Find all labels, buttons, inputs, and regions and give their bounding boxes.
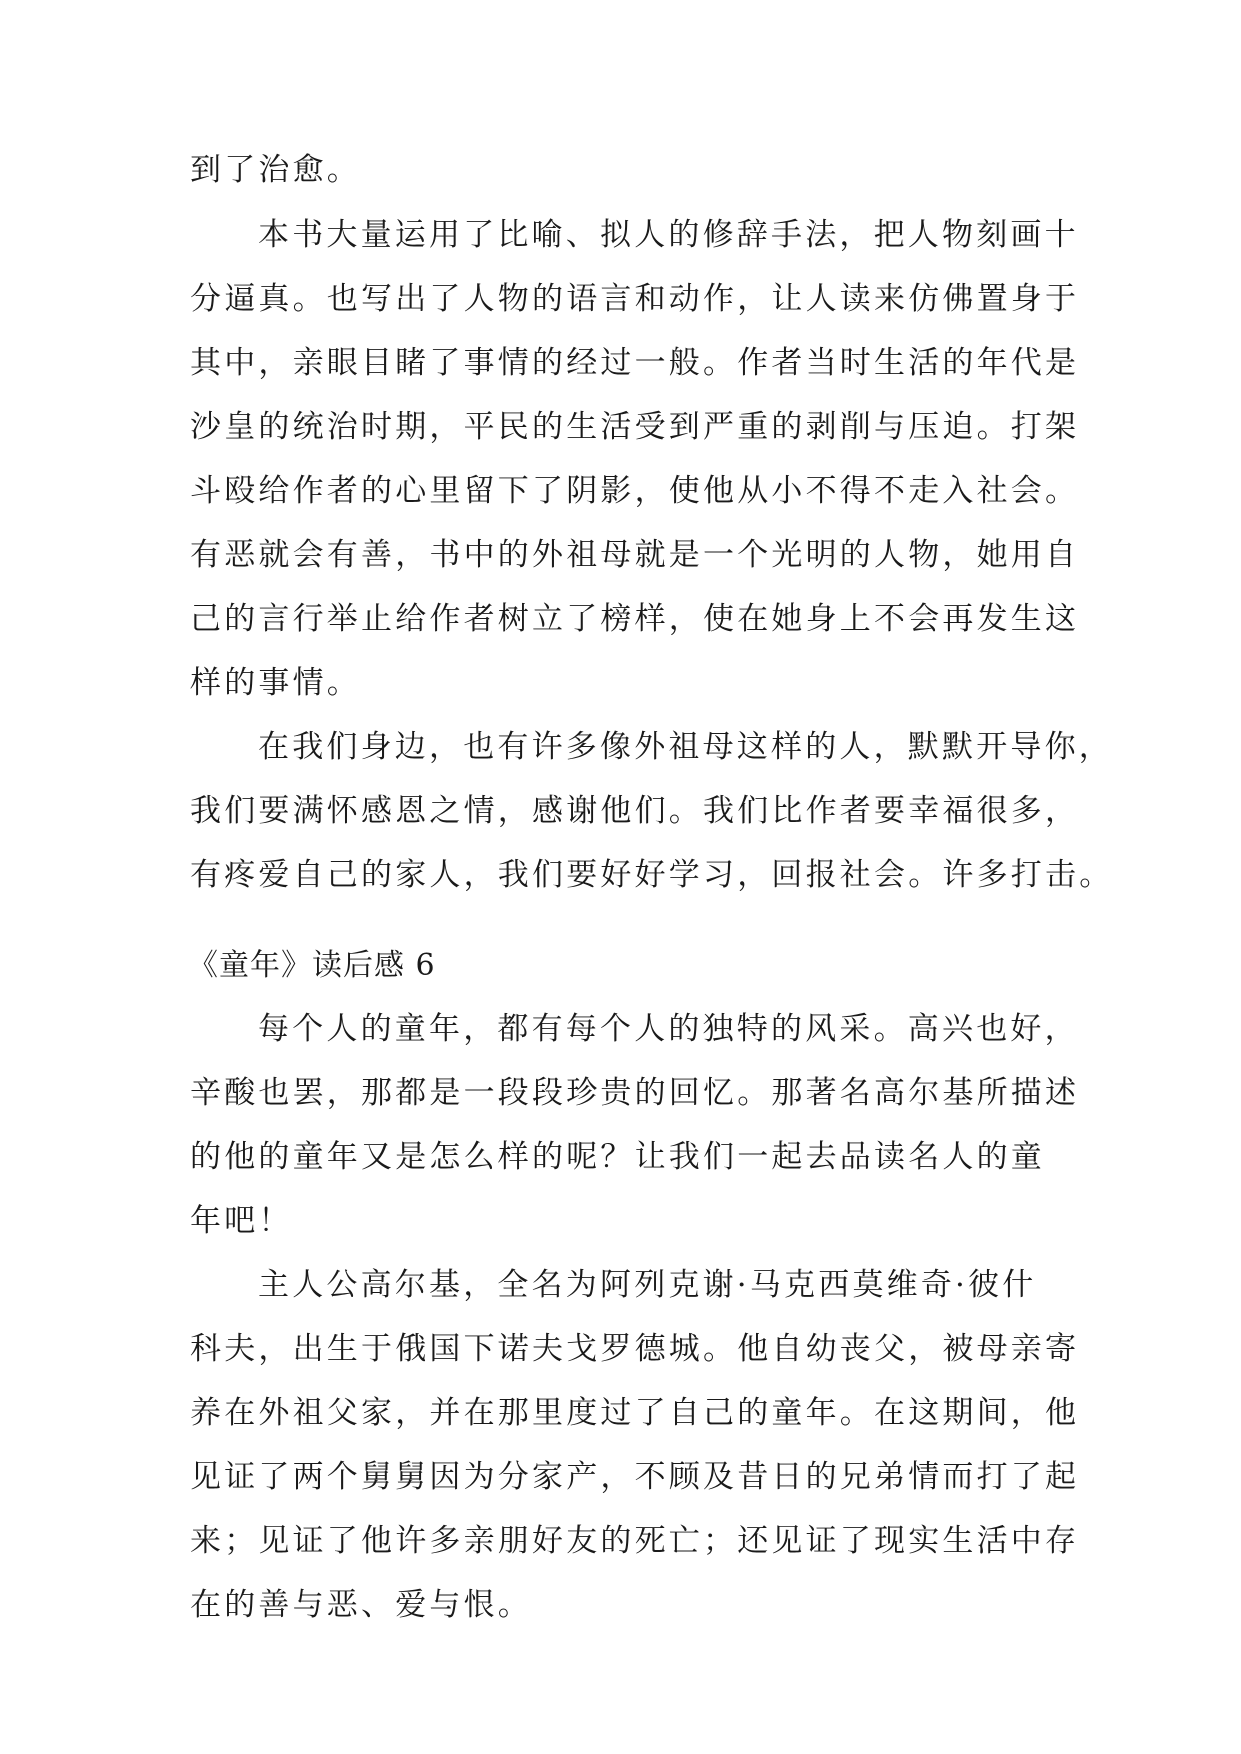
paragraph-line: 样的事情。: [190, 665, 361, 701]
paragraph-line: 有恶就会有善，书中的外祖母就是一个光明的人物，她用自: [190, 537, 1080, 573]
paragraph-line: 养在外祖父家，并在那里度过了自己的童年。在这期间，他: [190, 1395, 1080, 1431]
paragraph-line: 主人公高尔基，全名为阿列克谢·马克西莫维奇·彼什: [258, 1267, 1037, 1303]
paragraph-line: 每个人的童年，都有每个人的独特的风采。高兴也好，: [258, 1011, 1079, 1047]
paragraph-line: 有疼爱自己的家人，我们要好好学习，回报社会。许多打击。: [190, 857, 1114, 893]
paragraph-line: 年吧！: [190, 1203, 293, 1239]
paragraph-line: 分逼真。也写出了人物的语言和动作，让人读来仿佛置身于: [190, 281, 1080, 317]
paragraph-line: 来；见证了他许多亲朋好友的死亡；还见证了现实生活中存: [190, 1523, 1080, 1559]
paragraph-line: 在的善与恶、爱与恨。: [190, 1587, 532, 1623]
paragraph-line: 在我们身边，也有许多像外祖母这样的人，默默开导你，: [258, 729, 1113, 765]
section-heading: 《童年》读后感 6: [188, 948, 436, 983]
paragraph-line: 到了治愈。: [190, 152, 361, 188]
paragraph-line: 我们要满怀感恩之情，感谢他们。我们比作者要幸福很多，: [190, 793, 1080, 829]
paragraph-line: 斗殴给作者的心里留下了阴影，使他从小不得不走入社会。: [190, 473, 1080, 509]
paragraph-line: 辛酸也罢，那都是一段段珍贵的回忆。那著名高尔基所描述: [190, 1075, 1080, 1111]
paragraph-line: 本书大量运用了比喻、拟人的修辞手法，把人物刻画十: [258, 217, 1079, 253]
paragraph-line: 的他的童年又是怎么样的呢？让我们一起去品读名人的童: [190, 1139, 1045, 1175]
paragraph-line: 己的言行举止给作者树立了榜样，使在她身上不会再发生这: [190, 601, 1080, 637]
paragraph-line: 见证了两个舅舅因为分家产，不顾及昔日的兄弟情而打了起: [190, 1459, 1080, 1495]
paragraph-line: 其中，亲眼目睹了事情的经过一般。作者当时生活的年代是: [190, 345, 1080, 381]
paragraph-line: 科夫，出生于俄国下诺夫戈罗德城。他自幼丧父，被母亲寄: [190, 1331, 1080, 1367]
paragraph-line: 沙皇的统治时期，平民的生活受到严重的剥削与压迫。打架: [190, 409, 1080, 445]
